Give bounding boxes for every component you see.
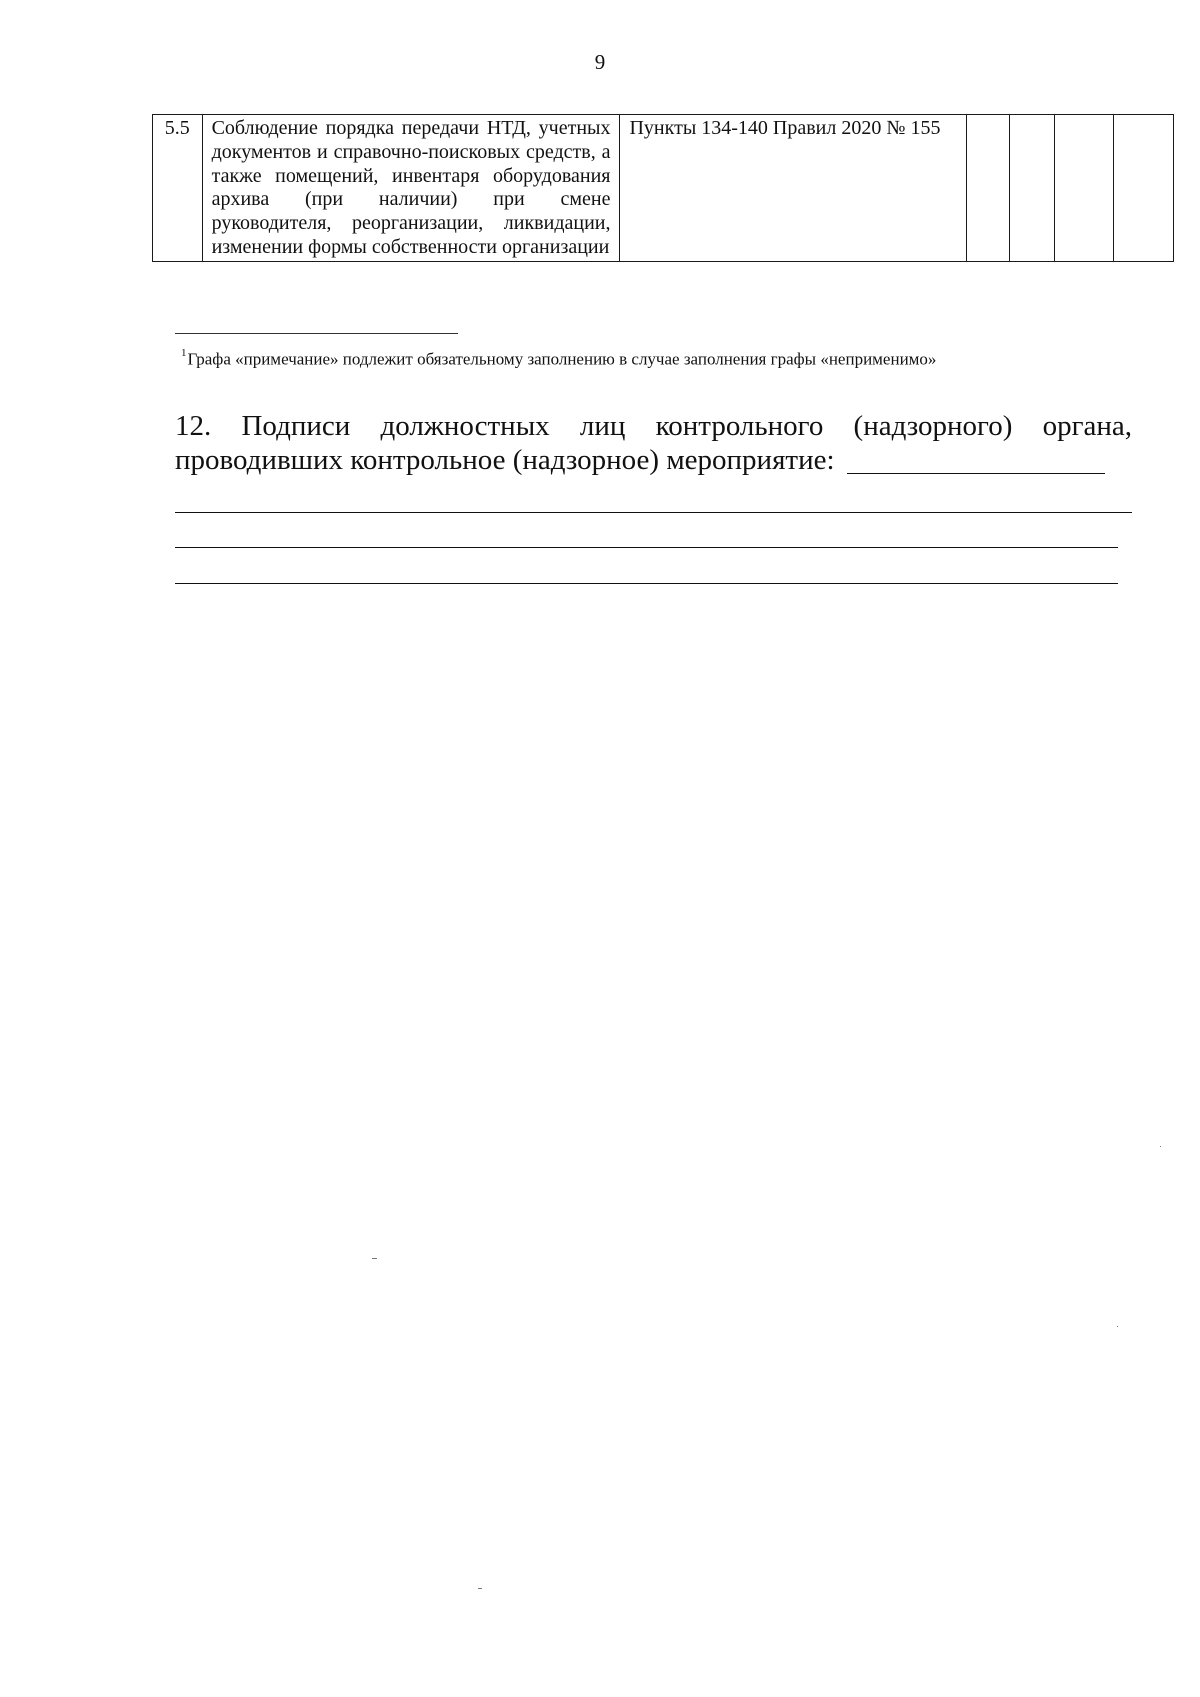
legal-reference-cell: Пункты 134-140 Правил 2020 № 155: [620, 115, 966, 262]
signature-line-2[interactable]: [175, 547, 1118, 548]
footnote-text: Графа «примечание» подлежит обязательному заполнению в случае заполнения графы «неприменимо»: [187, 349, 937, 369]
scan-speck: [478, 1588, 482, 1589]
answer-cell-no[interactable]: [1010, 115, 1055, 262]
page-number: 9: [594, 50, 606, 74]
signature-line-1[interactable]: [175, 512, 1132, 513]
answer-cell-note[interactable]: [1114, 115, 1174, 262]
footnote-marker: 1: [181, 347, 187, 359]
signature-blank-inline[interactable]: [847, 472, 1105, 474]
scan-speck: [1117, 1326, 1118, 1327]
checklist-table: [152, 114, 1174, 262]
scan-speck: [372, 1258, 377, 1259]
signatures-heading-line1: 12. Подписи должностных лиц контрольного (надзорного) органа,: [175, 410, 1132, 442]
signatures-section: [175, 410, 1132, 477]
answer-cell-yes[interactable]: [966, 115, 1010, 262]
signatures-heading-line2: проводивших контрольное (надзорное) мероприятие:: [175, 443, 835, 476]
row-number-cell: 5.5: [153, 115, 203, 262]
footnote: [181, 349, 1181, 370]
requirement-cell: Соблюдение порядка передачи НТД, учетных документов и справочно-поисковых средств, а также помещений, инвентаря оборудования архива (при наличии) при смене руководителя, реорганизации, ликвидации, изменении формы собственности организации: [202, 115, 620, 262]
footnote-divider: [175, 333, 458, 334]
signature-line-3[interactable]: [175, 583, 1118, 584]
signatures-heading-line2-wrap: [175, 444, 1132, 478]
answer-cell-not-applicable[interactable]: [1054, 115, 1114, 262]
table-row: [153, 115, 1174, 262]
scan-speck: [1160, 1146, 1161, 1147]
